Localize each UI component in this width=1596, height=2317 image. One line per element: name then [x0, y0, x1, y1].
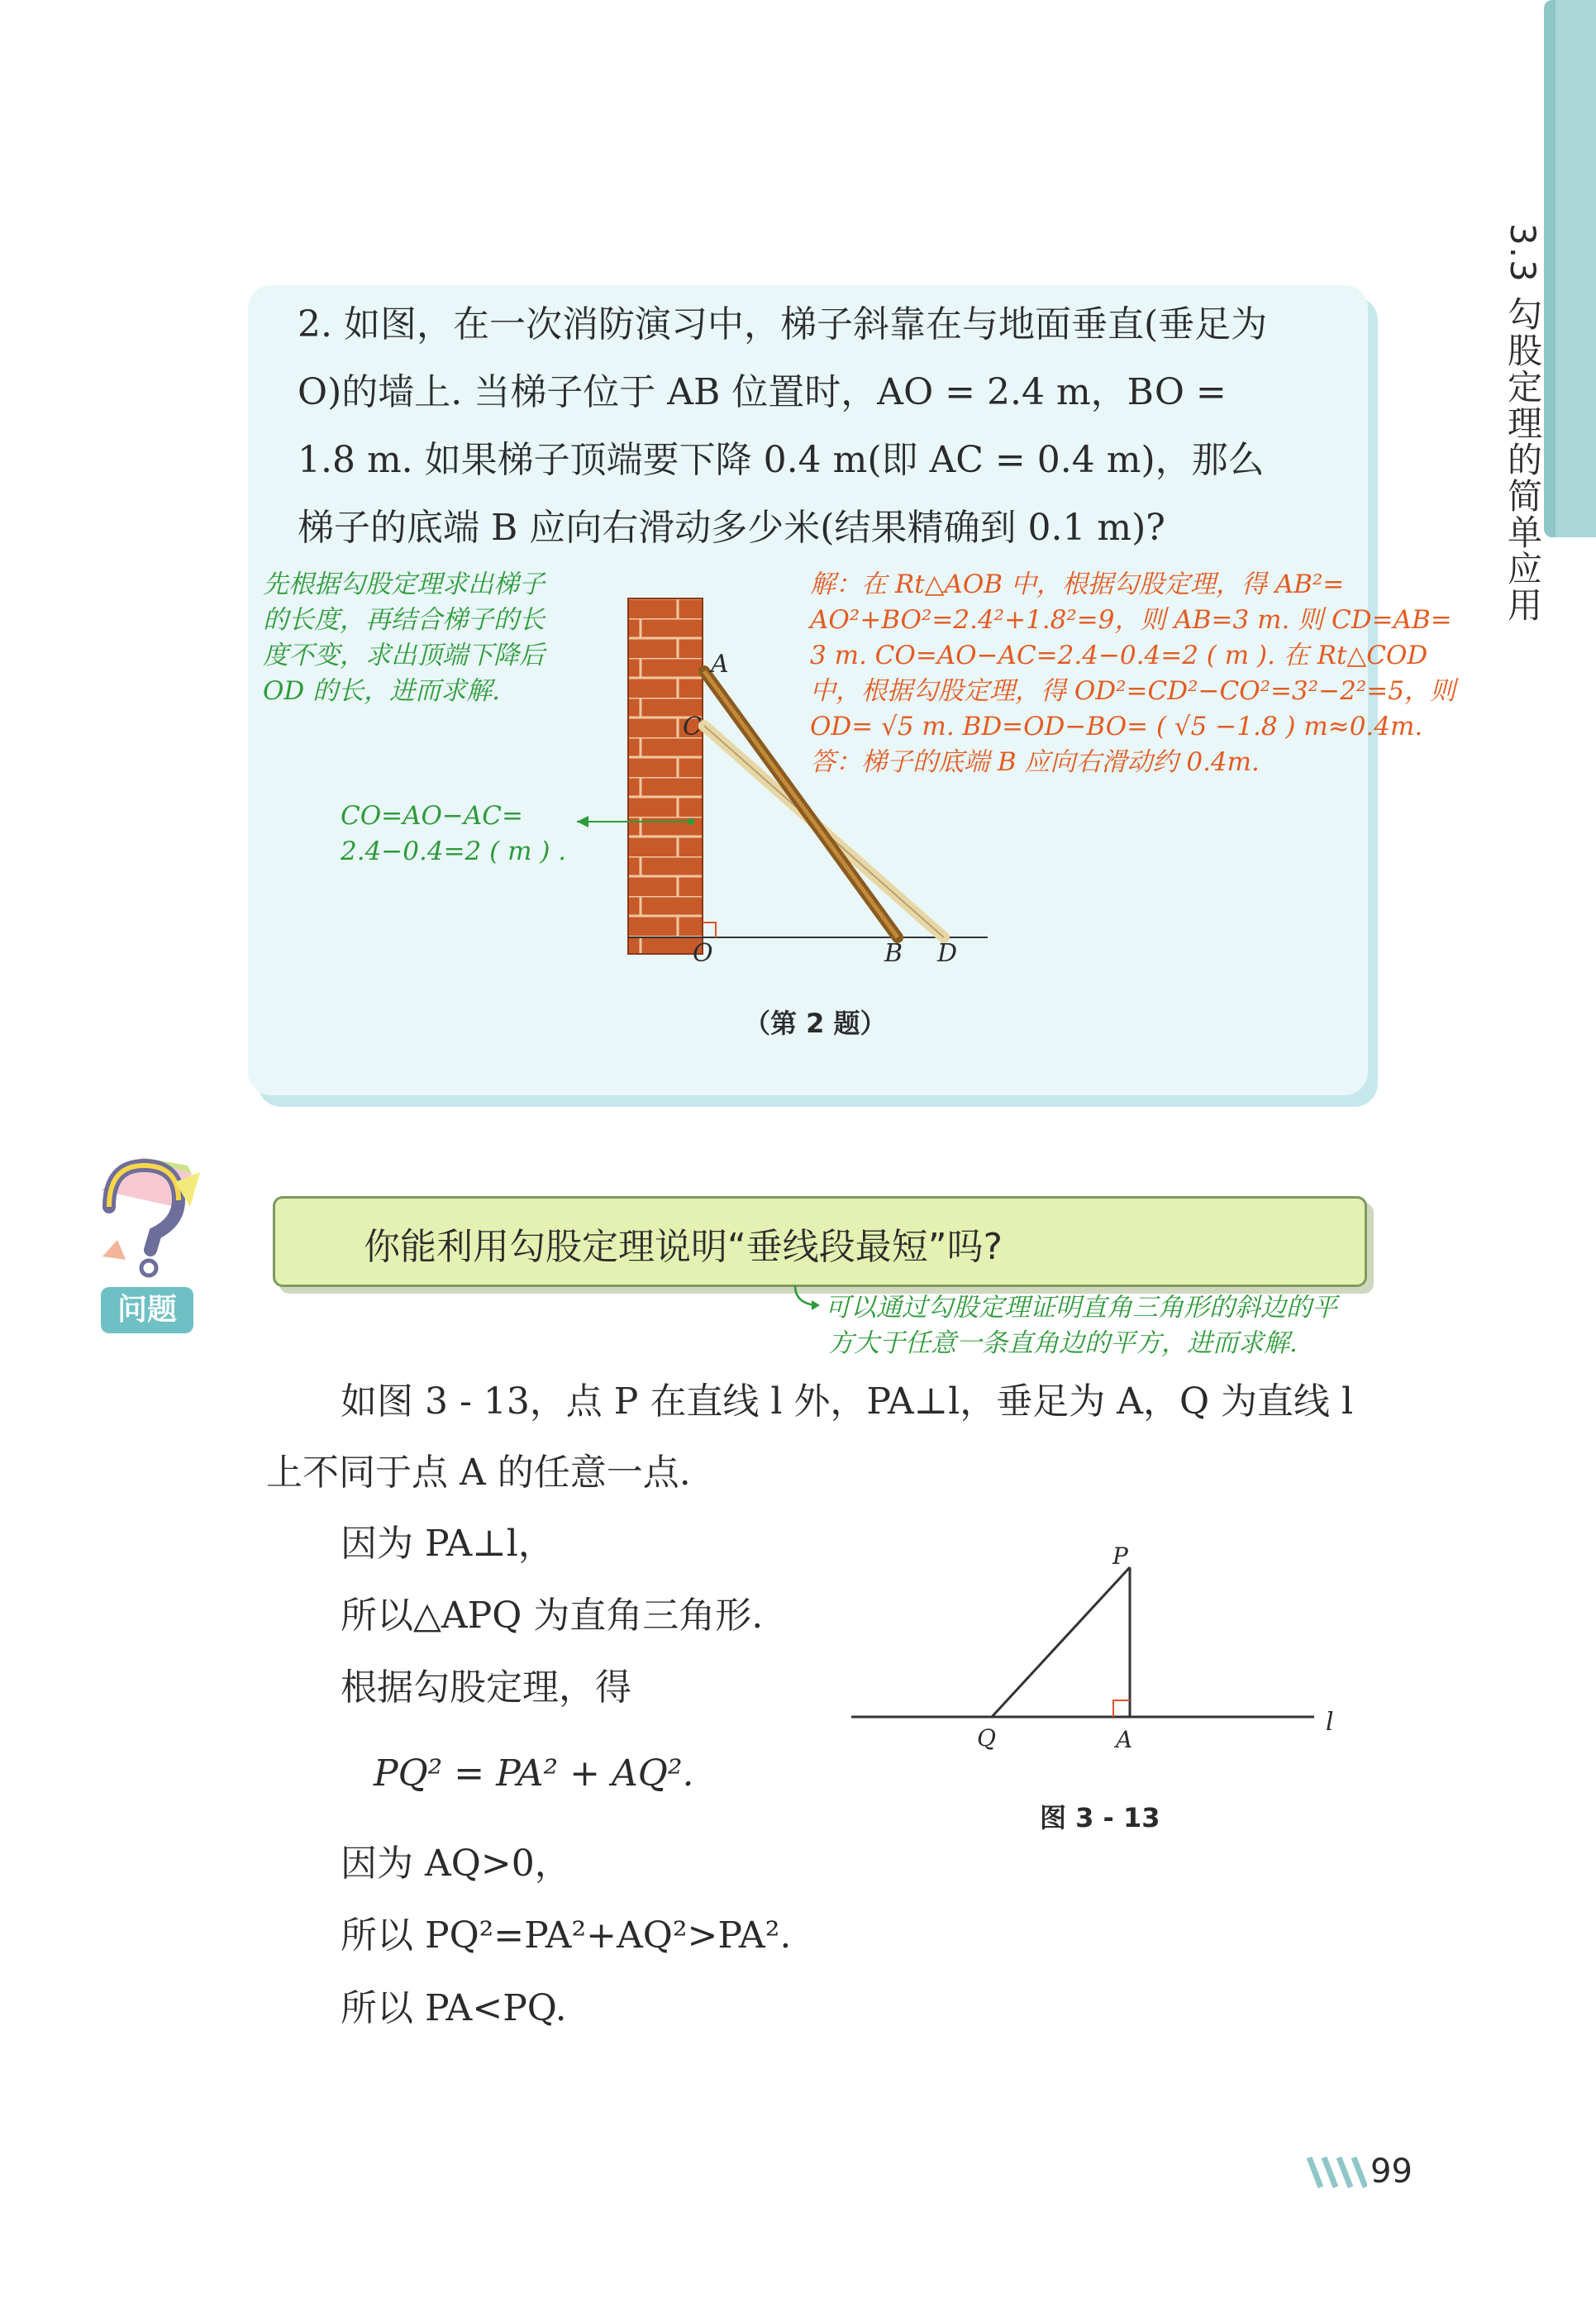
page-stripes-icon — [1304, 2154, 1367, 2191]
label-a: A — [711, 650, 729, 679]
brick-wall — [628, 598, 703, 954]
question-text: 你能利用勾股定理说明“垂线段最短”吗? — [364, 1226, 1003, 1268]
exercise-question — [298, 301, 1267, 552]
proof-step: 因为 PA⊥l， — [341, 1523, 555, 1565]
label-b: B — [884, 939, 903, 968]
label-p: P — [1112, 1542, 1128, 1570]
body-intro-line: 如图 3 - 13，点 P 在直线 l 外，PA⊥l，垂足为 A，Q 为直线 l — [341, 1380, 1354, 1423]
proof-step: 所以 PQ²=PA²+AQ²>PA². — [341, 1914, 792, 1957]
label-q: Q — [977, 1724, 996, 1752]
label-a-313: A — [1116, 1726, 1133, 1753]
page-number: 99 — [1370, 2153, 1413, 2191]
exercise-line: 2. 如图，在一次消防演习中，梯子斜靠在与地面垂直(垂足为 — [298, 303, 1268, 346]
ladder-figure — [529, 579, 1008, 975]
segment-pq — [992, 1567, 1130, 1717]
figure-3-13 — [843, 1538, 1355, 1761]
exercise-line: O)的墙上. 当梯子位于 AB 位置时，AO = 2.4 m，BO = — [298, 371, 1227, 413]
exercise-caption: （第 2 题） — [744, 1008, 887, 1039]
exercise-line: 1.8 m. 如果梯子顶端要下降 0.4 m(即 AC = 0.4 m)，那么 — [298, 439, 1265, 481]
label-l: l — [1326, 1708, 1334, 1737]
proof-step: 所以△APQ 为直角三角形. — [341, 1595, 764, 1637]
figure-caption: 图 3 - 13 — [1040, 1802, 1160, 1833]
proof-step: 所以 PA<PQ. — [341, 1987, 567, 2029]
body-intro-line: 上不同于点 A 的任意一点. — [266, 1452, 691, 1494]
label-o: O — [693, 939, 713, 968]
question-badge: 问题 — [101, 1287, 193, 1333]
proof-equation: PQ² = PA² + AQ². — [374, 1752, 694, 1795]
question-note: 可以通过勾股定理证明直角三角形的斜边的平 方大于任意一条直角边的平方，进而求解. — [825, 1293, 1337, 1358]
hint-note-middle: CO=AO−AC= 2.4−0.4=2 ( m ) . — [341, 801, 567, 866]
proof-step: 因为 AQ>0， — [341, 1843, 571, 1885]
proof-step: 根据勾股定理，得 — [341, 1666, 631, 1709]
label-d: D — [937, 939, 958, 968]
note-arrow-icon — [792, 1285, 825, 1318]
hint-note-left: 先根据勾股定理求出梯子 的长度，再结合梯子的长 度不变，求出顶端下降后 OD 的长，进而求解. — [263, 570, 545, 706]
exercise-line: 梯子的底端 B 应向右滑动多少米(结果精确到 0.1 m)? — [298, 507, 1165, 549]
chapter-title: 3.3 勾股定理的简单应用 — [1503, 223, 1543, 624]
label-c: C — [683, 713, 702, 741]
solution-note: 解：在 Rt△AOB 中，根据勾股定理，得 AB²= AO²+BO²=2.4²+1.8²=9，则 AB=3 m. 则 CD=AB= 3 m. CO=AO−AC=2.4−0.4=2 ( m ). 在 Rt△COD 中，根据勾股定理，得 OD²=CD²−CO²=3²−2²=5，则 OD= √5 m. BD=OD−BO= ( √5 −1.8 ) m≈0.4m. 答：梯子的底端 B 应向右滑动约 0.4m. — [810, 570, 1456, 777]
question-mark-icon — [93, 1157, 200, 1281]
